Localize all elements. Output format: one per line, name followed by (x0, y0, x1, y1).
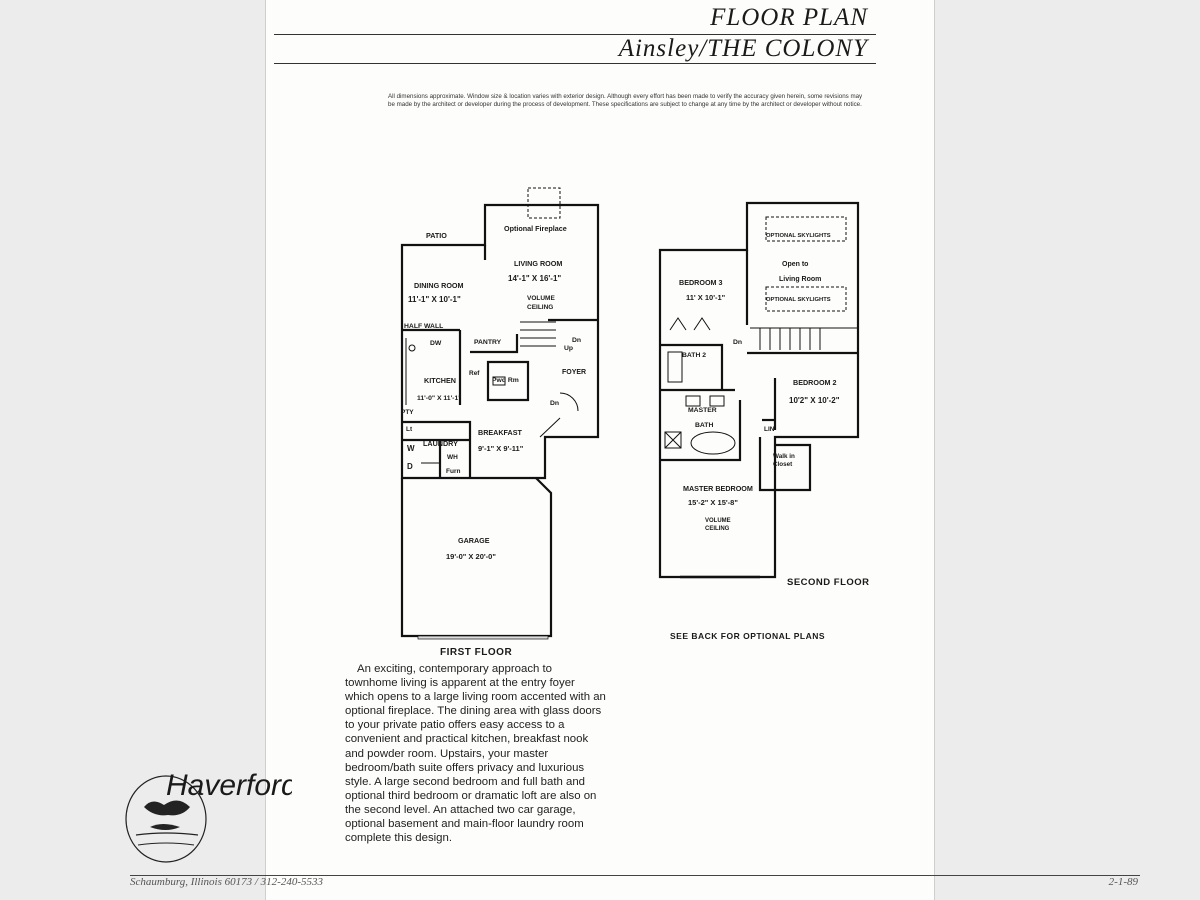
breakfast-label: BREAKFAST (478, 428, 522, 437)
stairs-up-label: Up (564, 345, 574, 352)
dining-room-dims: 11'-1" X 10'-1" (408, 295, 461, 304)
haverford-logo (122, 757, 292, 867)
optional-plans-note: SEE BACK FOR OPTIONAL PLANS (670, 631, 826, 641)
furnace-label: Furn (446, 468, 461, 475)
living-room-link-label: Living Room (779, 276, 822, 283)
refrigerator-label: Ref (469, 370, 480, 377)
page-title: FLOOR PLAN (710, 4, 868, 31)
kitchen-label: KITCHEN (424, 376, 456, 385)
bath-2-label: BATH 2 (682, 352, 707, 359)
master-bath-label: MASTER (688, 407, 717, 414)
skylights-top-label: OPTIONAL SKYLIGHTS (766, 233, 831, 239)
bedroom-2-label: BEDROOM 2 (793, 378, 837, 387)
dishwasher-label: DW (430, 340, 442, 347)
garage-dims: 19'-0" X 20'-0" (446, 552, 496, 561)
kitchen-dims: 11'-0" X 11'-1" (417, 395, 462, 402)
master-ceiling-label: CEILING (705, 526, 730, 532)
fireplace-label: Optional Fireplace (504, 224, 567, 233)
stairs-down-label: Dn (572, 337, 582, 344)
master-volume-label: VOLUME (705, 518, 731, 524)
linen-closet-label: Lt (406, 426, 413, 433)
master-bath-label-2: BATH (695, 422, 714, 429)
foyer-label: FOYER (562, 369, 587, 376)
laundry-label: LAUNDRY (423, 439, 458, 448)
linen-label: LIN (764, 426, 775, 433)
bedroom-2-dims: 10'2" X 10'-2" (789, 396, 840, 405)
bedroom-3-label: BEDROOM 3 (679, 278, 723, 287)
garage-label: GARAGE (458, 536, 490, 545)
living-room-dims: 14'-1" X 16'-1" (508, 274, 562, 283)
second-floor-label: SECOND FLOOR (787, 577, 870, 588)
skylights-bottom-label: OPTIONAL SKYLIGHTS (766, 297, 831, 303)
breakfast-dims: 9'-1" X 9'-11" (478, 444, 524, 453)
closet-label: Closet (773, 461, 793, 468)
footer-date: 2-1-89 (1108, 876, 1138, 888)
bedroom-3-dims: 11' X 10'-1" (686, 293, 726, 302)
pantry-closet-label: PTY (401, 409, 414, 416)
pantry-label: PANTRY (474, 339, 502, 346)
first-floor-label: FIRST FLOOR (440, 647, 513, 658)
stairs-down-label-2: Dn (733, 339, 743, 346)
logo-brand: Haverford (166, 769, 292, 802)
duck-logo-icon (122, 757, 292, 867)
page-subtitle: Ainsley/THE COLONY (618, 35, 868, 62)
patio-label: PATIO (426, 231, 447, 240)
volume-label: VOLUME (527, 295, 555, 302)
washer-label: W (407, 444, 415, 453)
footer-address: Schaumburg, Illinois 60173 / 312-240-5533 (130, 876, 323, 888)
ceiling-label: CEILING (527, 304, 554, 311)
master-bedroom-label: MASTER BEDROOM (683, 484, 753, 493)
dining-room-label: DINING ROOM (414, 281, 464, 290)
master-bedroom-dims: 15'-2" X 15'-8" (688, 498, 738, 507)
foyer-stairs-down-label: Dn (550, 400, 560, 407)
description-text: An exciting, contemporary approach to townhome living is apparent at the entry foyer which opens to a large living room accented with an optional fireplace. The dining area with glass doors to your private patio offers easy access to a convenient and practical kitchen, breakfast nook and powder room. Upstairs, your master bedroom/bath suite offers privacy and luxurious style. A large second bedroom and full bath and optional third bedroom or dramatic loft are also on the second level. An attached two car garage, optional basement and main-floor laundry room complete this design. (345, 663, 606, 845)
living-room-label: LIVING ROOM (514, 259, 563, 268)
open-to-label: Open to (782, 261, 809, 268)
powder-room-label: Pwd Rm (492, 377, 519, 384)
dryer-label: D (407, 462, 413, 471)
walk-in-label: Walk in (773, 453, 795, 460)
water-heater-label: WH (447, 454, 458, 461)
disclaimer-text: All dimensions approximate. Window size & location varies with exterior design. Although every effort has been made to verify the accuracy given herein, some revisions may be made by the architect or developer during the process of development. These specifications are subject to change at any time by the architect or developer without notice. (388, 93, 863, 108)
half-wall-label: HALF WALL (404, 323, 444, 330)
